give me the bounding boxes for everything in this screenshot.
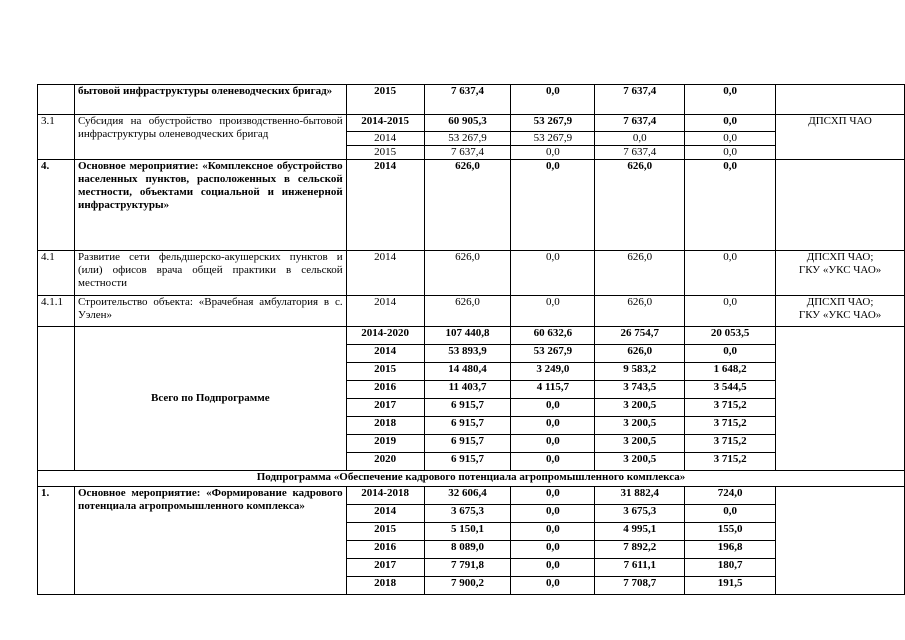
year-cell: 2016 bbox=[346, 381, 424, 399]
other-cell: 0,0 bbox=[685, 132, 776, 146]
year-cell: 2014-2020 bbox=[346, 327, 424, 345]
year-cell: 2014 bbox=[346, 160, 424, 251]
regional-cell: 4 995,1 bbox=[595, 523, 685, 541]
federal-cell: 0,0 bbox=[511, 417, 595, 435]
total-cell: 7 900,2 bbox=[424, 577, 511, 595]
total-cell: 626,0 bbox=[424, 251, 511, 296]
federal-cell: 0,0 bbox=[511, 146, 595, 160]
other-cell: 180,7 bbox=[685, 559, 776, 577]
table-row bbox=[38, 327, 905, 345]
other-cell: 3 715,2 bbox=[685, 435, 776, 453]
total-cell: 626,0 bbox=[424, 160, 511, 251]
federal-cell: 0,0 bbox=[511, 487, 595, 505]
total-cell: 32 606,4 bbox=[424, 487, 511, 505]
budget-table bbox=[37, 84, 905, 595]
federal-cell: 0,0 bbox=[511, 559, 595, 577]
executor-cell bbox=[776, 487, 905, 595]
executor-cell: ДПСХП ЧАО bbox=[776, 115, 905, 160]
year-cell: 2015 bbox=[346, 146, 424, 160]
federal-cell: 0,0 bbox=[511, 85, 595, 115]
total-cell: 14 480,4 bbox=[424, 363, 511, 381]
total-cell: 107 440,8 bbox=[424, 327, 511, 345]
federal-cell: 53 267,9 bbox=[511, 132, 595, 146]
executor-line: ДПСХП ЧАО; bbox=[806, 251, 874, 263]
total-cell: 626,0 bbox=[424, 296, 511, 327]
executor-cell bbox=[776, 160, 905, 251]
regional-cell: 3 200,5 bbox=[595, 435, 685, 453]
executor-cell bbox=[776, 296, 905, 327]
row-description: Основное мероприятие: «Формирование кадрового потенциала агропромышленного комплекса» bbox=[74, 487, 346, 595]
regional-cell: 3 200,5 bbox=[595, 417, 685, 435]
regional-cell: 626,0 bbox=[595, 160, 685, 251]
regional-cell: 3 675,3 bbox=[595, 505, 685, 523]
federal-cell: 4 115,7 bbox=[511, 381, 595, 399]
other-cell: 0,0 bbox=[685, 296, 776, 327]
row-description: бытовой инфраструктуры оленеводческих бригад» bbox=[74, 85, 346, 115]
total-label: Всего по Подпрограмме bbox=[74, 327, 346, 471]
executor-line: ГКУ «УКС ЧАО» bbox=[798, 264, 882, 276]
regional-cell: 3 200,5 bbox=[595, 453, 685, 471]
other-cell: 724,0 bbox=[685, 487, 776, 505]
regional-cell: 31 882,4 bbox=[595, 487, 685, 505]
executor-cell bbox=[776, 327, 905, 471]
total-cell: 6 915,7 bbox=[424, 399, 511, 417]
row-number: 4.1 bbox=[38, 251, 75, 296]
federal-cell: 0,0 bbox=[511, 399, 595, 417]
other-cell: 0,0 bbox=[685, 345, 776, 363]
year-cell: 2020 bbox=[346, 453, 424, 471]
regional-cell: 0,0 bbox=[595, 132, 685, 146]
row-number: 3.1 bbox=[38, 115, 75, 160]
total-cell: 6 915,7 bbox=[424, 435, 511, 453]
other-cell: 155,0 bbox=[685, 523, 776, 541]
table-row bbox=[38, 487, 905, 505]
regional-cell: 3 200,5 bbox=[595, 399, 685, 417]
other-cell: 3 715,2 bbox=[685, 399, 776, 417]
federal-cell: 0,0 bbox=[511, 577, 595, 595]
total-cell: 7 791,8 bbox=[424, 559, 511, 577]
row-number bbox=[38, 327, 75, 471]
year-cell: 2014 bbox=[346, 296, 424, 327]
regional-cell: 626,0 bbox=[595, 345, 685, 363]
row-description: Развитие сети фельдшерско-акушерских пунктов и (или) офисов врача общей практики в сельской местности bbox=[74, 251, 346, 296]
regional-cell: 26 754,7 bbox=[595, 327, 685, 345]
row-number: 4. bbox=[38, 160, 75, 251]
other-cell: 191,5 bbox=[685, 577, 776, 595]
year-cell: 2014 bbox=[346, 345, 424, 363]
other-cell: 0,0 bbox=[685, 251, 776, 296]
row-description: Основное мероприятие: «Комплексное обустройство населенных пунктов, расположенных в сельской местности, объектами социальной и инженерной инфраструктуры» bbox=[74, 160, 346, 251]
total-cell: 7 637,4 bbox=[424, 85, 511, 115]
section-heading: Подпрограмма «Обеспечение кадрового потенциала агропромышленного комплекса» bbox=[38, 471, 905, 487]
total-cell: 8 089,0 bbox=[424, 541, 511, 559]
regional-cell: 7 708,7 bbox=[595, 577, 685, 595]
other-cell: 0,0 bbox=[685, 146, 776, 160]
row-description: Строительство объекта: «Врачебная амбулатория в с. Уэлен» bbox=[74, 296, 346, 327]
year-cell: 2016 bbox=[346, 541, 424, 559]
regional-cell: 7 611,1 bbox=[595, 559, 685, 577]
year-cell: 2015 bbox=[346, 523, 424, 541]
year-cell: 2018 bbox=[346, 577, 424, 595]
other-cell: 0,0 bbox=[685, 85, 776, 115]
regional-cell: 626,0 bbox=[595, 296, 685, 327]
year-cell: 2015 bbox=[346, 363, 424, 381]
year-cell: 2019 bbox=[346, 435, 424, 453]
regional-cell: 7 637,4 bbox=[595, 115, 685, 132]
other-cell: 0,0 bbox=[685, 160, 776, 251]
regional-cell: 626,0 bbox=[595, 251, 685, 296]
total-cell: 6 915,7 bbox=[424, 453, 511, 471]
federal-cell: 0,0 bbox=[511, 523, 595, 541]
year-cell: 2014-2015 bbox=[346, 115, 424, 132]
table-row bbox=[38, 115, 905, 132]
regional-cell: 7 892,2 bbox=[595, 541, 685, 559]
regional-cell: 3 743,5 bbox=[595, 381, 685, 399]
federal-cell: 60 632,6 bbox=[511, 327, 595, 345]
executor-line: ДПСХП ЧАО; bbox=[806, 296, 874, 308]
row-number bbox=[38, 85, 75, 115]
regional-cell: 7 637,4 bbox=[595, 146, 685, 160]
row-number: 1. bbox=[38, 487, 75, 595]
regional-cell: 7 637,4 bbox=[595, 85, 685, 115]
federal-cell: 3 249,0 bbox=[511, 363, 595, 381]
federal-cell: 53 267,9 bbox=[511, 345, 595, 363]
federal-cell: 0,0 bbox=[511, 453, 595, 471]
other-cell: 20 053,5 bbox=[685, 327, 776, 345]
total-cell: 11 403,7 bbox=[424, 381, 511, 399]
other-cell: 3 544,5 bbox=[685, 381, 776, 399]
table-row bbox=[38, 160, 905, 251]
year-cell: 2017 bbox=[346, 559, 424, 577]
total-cell: 60 905,3 bbox=[424, 115, 511, 132]
year-cell: 2017 bbox=[346, 399, 424, 417]
executor-line: ГКУ «УКС ЧАО» bbox=[798, 309, 882, 321]
year-cell: 2018 bbox=[346, 417, 424, 435]
total-cell: 5 150,1 bbox=[424, 523, 511, 541]
table-row bbox=[38, 251, 905, 296]
other-cell: 196,8 bbox=[685, 541, 776, 559]
other-cell: 1 648,2 bbox=[685, 363, 776, 381]
federal-cell: 0,0 bbox=[511, 541, 595, 559]
year-cell: 2014 bbox=[346, 132, 424, 146]
total-cell: 7 637,4 bbox=[424, 146, 511, 160]
other-cell: 3 715,2 bbox=[685, 417, 776, 435]
table-row bbox=[38, 85, 905, 115]
table-row bbox=[38, 296, 905, 327]
executor-cell bbox=[776, 251, 905, 296]
year-cell: 2014 bbox=[346, 251, 424, 296]
federal-cell: 0,0 bbox=[511, 435, 595, 453]
other-cell: 3 715,2 bbox=[685, 453, 776, 471]
federal-cell: 0,0 bbox=[511, 160, 595, 251]
table-row bbox=[38, 471, 905, 487]
other-cell: 0,0 bbox=[685, 505, 776, 523]
total-cell: 53 893,9 bbox=[424, 345, 511, 363]
year-cell: 2015 bbox=[346, 85, 424, 115]
federal-cell: 0,0 bbox=[511, 251, 595, 296]
total-cell: 3 675,3 bbox=[424, 505, 511, 523]
federal-cell: 0,0 bbox=[511, 296, 595, 327]
executor-cell bbox=[776, 85, 905, 115]
total-cell: 53 267,9 bbox=[424, 132, 511, 146]
year-cell: 2014 bbox=[346, 505, 424, 523]
year-cell: 2014-2018 bbox=[346, 487, 424, 505]
federal-cell: 53 267,9 bbox=[511, 115, 595, 132]
other-cell: 0,0 bbox=[685, 115, 776, 132]
regional-cell: 9 583,2 bbox=[595, 363, 685, 381]
row-number: 4.1.1 bbox=[38, 296, 75, 327]
total-cell: 6 915,7 bbox=[424, 417, 511, 435]
federal-cell: 0,0 bbox=[511, 505, 595, 523]
row-description: Субсидия на обустройство производственно-бытовой инфраструктуры оленеводческих бригад bbox=[74, 115, 346, 160]
